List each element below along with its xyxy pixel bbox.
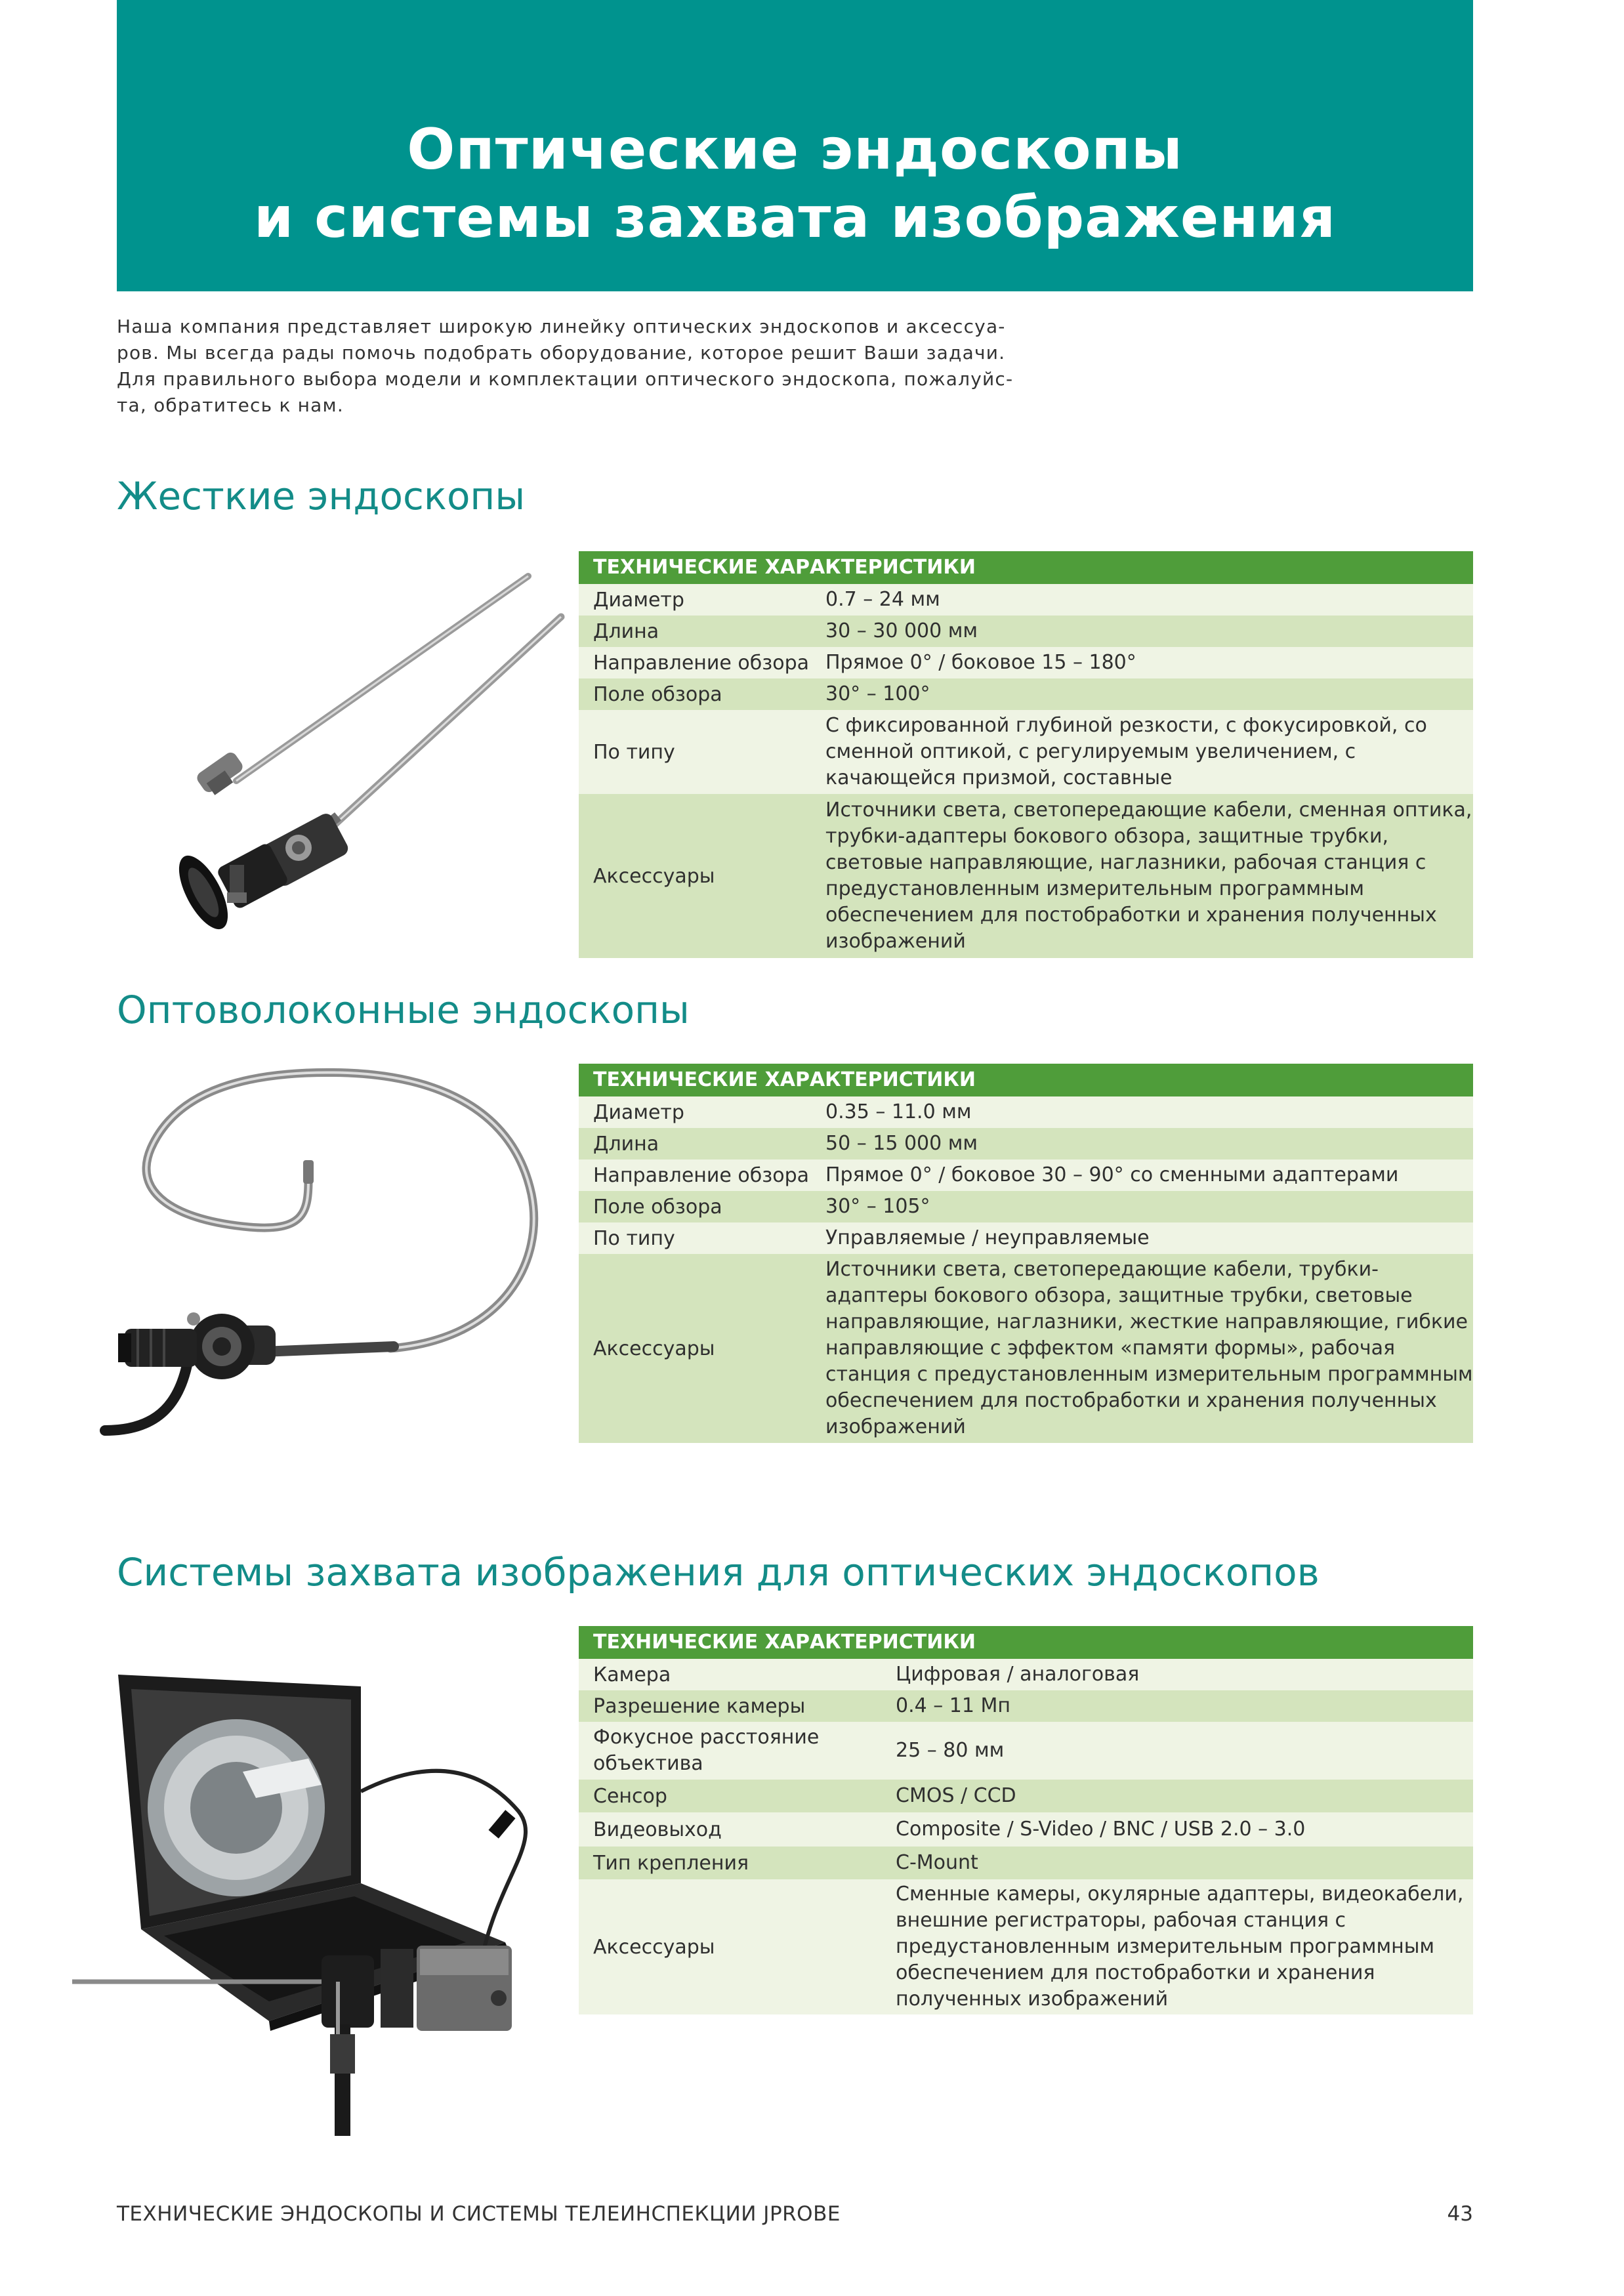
spec-value: Сменные камеры, окулярные адаптеры, видеокабели, внешние регистраторы, рабочая станция с предустановленным измерительным программным обеспечением для постобработки и хранения полученных изображений <box>896 1883 1464 2011</box>
spec-value: CMOS / CCD <box>896 1784 1016 1807</box>
table-row <box>579 1690 1473 1722</box>
spec-label: Аксессуары <box>593 1935 715 1959</box>
spec-label: Направление обзора <box>593 651 809 675</box>
rigid-endoscope-image <box>125 564 571 932</box>
spec-label: Длина <box>593 1132 659 1156</box>
spec-label: Разрешение камеры <box>593 1694 806 1718</box>
table-row <box>579 1722 1473 1780</box>
spec-label: Камера <box>593 1663 671 1686</box>
table-row <box>579 584 1473 616</box>
spec-value: 50 – 15 000 мм <box>825 1132 978 1155</box>
spec-table-header: ТЕХНИЧЕСКИЕ ХАРАКТЕРИСТИКИ <box>579 1626 1473 1659</box>
spec-label: Аксессуары <box>593 1337 715 1360</box>
spec-value: Цифровая / аналоговая <box>896 1663 1140 1686</box>
table-row <box>579 1159 1473 1191</box>
spec-table-capture <box>579 1626 1473 2014</box>
table-row <box>579 1812 1473 1847</box>
spec-value: С фиксированной глубиной резкости, с фокусировкой, со сменной оптикой, с регулируемым увеличением, с качающейся призмой, составные <box>825 714 1427 789</box>
spec-value: 0.7 – 24 мм <box>825 588 940 611</box>
intro-paragraph <box>117 314 1022 419</box>
spec-label: Длина <box>593 619 659 643</box>
spec-value: 25 – 80 мм <box>896 1739 1005 1762</box>
spec-label: Диаметр <box>593 1100 684 1124</box>
intro-line: ров. Мы всегда рады помочь подобрать оборудование, которое решит Ваши задачи. <box>117 342 1006 364</box>
section-heading-rigid: Жесткие эндоскопы <box>117 474 526 518</box>
spec-label: По типу <box>593 740 675 764</box>
table-row <box>579 710 1473 794</box>
spec-label: Диаметр <box>593 588 684 612</box>
spec-value: 0.35 – 11.0 мм <box>825 1100 972 1123</box>
table-row <box>579 1847 1473 1879</box>
table-row <box>579 647 1473 678</box>
spec-value: 30° – 100° <box>825 682 930 705</box>
table-row <box>579 794 1473 958</box>
spec-value: Прямое 0° / боковое 15 – 180° <box>825 651 1136 674</box>
intro-line: та, обратитесь к нам. <box>117 394 344 416</box>
table-row <box>579 1879 1473 2014</box>
spec-value: 30 – 30 000 мм <box>825 619 978 642</box>
table-row <box>579 1191 1473 1222</box>
laptop-camera-system-image <box>72 1667 571 2139</box>
table-row <box>579 678 1473 710</box>
intro-line: Для правильного выбора модели и комплектации оптического эндоскопа, пожалуйс- <box>117 368 1014 390</box>
spec-table-rigid <box>579 551 1473 958</box>
spec-value: Источники света, светопередающие кабели, сменная оптика, трубки-адаптеры бокового обзора, защитные трубки, световые направляющие, наглазники, рабочая станция с предустановленным измерительным программным обеспечением для постобработки и хранения полученных изображений <box>825 799 1472 953</box>
table-row <box>579 1254 1473 1443</box>
table-row <box>579 616 1473 647</box>
spec-label: Поле обзора <box>593 1195 722 1219</box>
spec-label: Аксессуары <box>593 864 715 888</box>
table-row <box>579 1128 1473 1159</box>
spec-value: 0.4 – 11 Мп <box>896 1694 1010 1717</box>
spec-label: Тип крепления <box>593 1851 749 1875</box>
table-row <box>579 1780 1473 1812</box>
spec-label: По типу <box>593 1226 675 1250</box>
page-number: 43 <box>1447 2202 1473 2226</box>
spec-label: Фокусное расстояние объектива <box>593 1726 820 1775</box>
page-title-line-2: и системы захвата изображения <box>253 185 1337 251</box>
spec-table-fiber <box>579 1064 1473 1443</box>
table-row <box>579 1222 1473 1254</box>
spec-value: C-Mount <box>896 1851 978 1874</box>
spec-value: 30° – 105° <box>825 1195 930 1218</box>
table-row <box>579 1659 1473 1690</box>
spec-label: Сенсор <box>593 1784 667 1808</box>
spec-value: Источники света, светопередающие кабели, трубки-адаптеры бокового обзора, защитные трубки, световые направляющие, наглазники, жесткие направляющие, гибкие направляющие с эффектом «памяти формы», рабочая станция с предустановленным измерительным программным обеспечением для постобработки и хранения полученных изображений <box>825 1258 1473 1438</box>
table-row <box>579 1096 1473 1128</box>
section-heading-fiber: Оптоволоконные эндоскопы <box>117 988 690 1032</box>
spec-value: Прямое 0° / боковое 30 – 90° со сменными адаптерами <box>825 1163 1399 1186</box>
spec-label: Направление обзора <box>593 1163 809 1187</box>
spec-label: Видеовыход <box>593 1818 722 1841</box>
spec-label: Поле обзора <box>593 682 722 706</box>
section-heading-capture: Системы захвата изображения для оптических эндоскопов <box>117 1550 1320 1595</box>
spec-value: Composite / S-Video / BNC / USB 2.0 – 3.0 <box>896 1818 1306 1841</box>
spec-value: Управляемые / неуправляемые <box>825 1226 1150 1249</box>
page-title-line-1: Оптические эндоскопы <box>407 117 1183 182</box>
intro-line: Наша компания представляет широкую линейку оптических эндоскопов и аксессуа- <box>117 316 1006 337</box>
spec-table-header: ТЕХНИЧЕСКИЕ ХАРАКТЕРИСТИКИ <box>579 1064 1473 1096</box>
title-banner <box>117 0 1473 291</box>
footer-title: ТЕХНИЧЕСКИЕ ЭНДОСКОПЫ И СИСТЕМЫ ТЕЛЕИНСПЕКЦИИ JPROBE <box>117 2202 841 2226</box>
spec-table-header: ТЕХНИЧЕСКИЕ ХАРАКТЕРИСТИКИ <box>579 551 1473 584</box>
fiberscope-image <box>85 1063 571 1496</box>
